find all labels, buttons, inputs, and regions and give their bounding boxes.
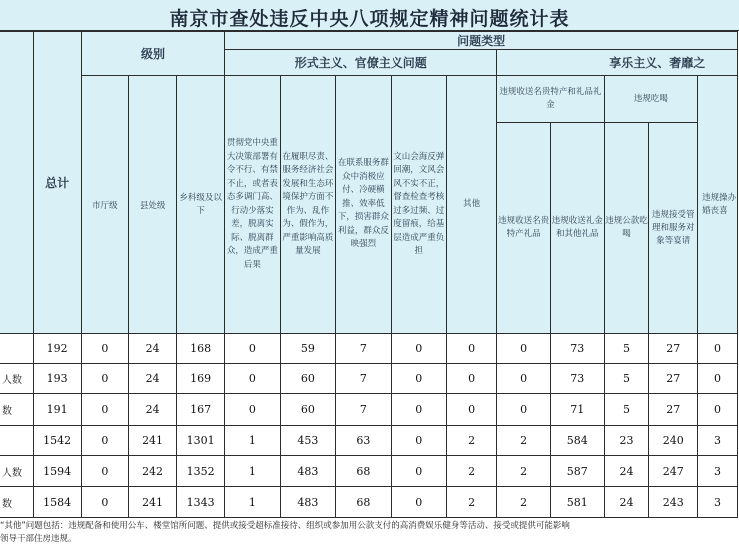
cell-wedding-funeral: 3 [698,426,738,456]
table-row [0,426,738,456]
level-township-header: 乡科级及以下 [177,76,225,334]
cell-formalism-other: 0 [447,334,497,364]
cell-level-township: 167 [177,394,225,426]
table-row [0,364,738,394]
cell-dining-1: 5 [604,334,649,364]
formalism-header: 形式主义、官僚主义问题 [225,50,497,76]
formalism-col-4-header: 文山会海反弹回潮，文风会风不实不正，督查检查考核过多过频、过度留痕，给基层造成严重负担 [391,76,446,334]
cell-formalism-other: 2 [447,487,497,518]
cell-formalism-1: 1 [225,456,280,487]
cell-level-county: 24 [129,394,177,426]
cell-formalism-1: 1 [225,487,280,518]
cell-level-city: 0 [81,487,128,518]
cell-gift-2: 581 [550,487,604,518]
cell-formalism-3: 7 [336,334,391,364]
cell-dining-1: 24 [604,456,649,487]
cell-formalism-4: 0 [391,334,446,364]
cell-level-county: 24 [129,364,177,394]
cell-gift-1: 2 [497,487,551,518]
cell-dining-2: 27 [649,334,698,364]
row-label [0,426,33,456]
dining-group-header: 违规吃喝 [604,76,698,123]
formalism-col-3-header: 在联系服务群众中消极应付、冷硬横推、效率低下，损害群众利益，群众反映强烈 [336,76,391,334]
footnote [0,520,739,546]
level-header: 级别 [81,32,224,76]
cell-gift-2: 73 [550,364,604,394]
cell-formalism-2: 60 [280,394,336,426]
cell-formalism-other: 0 [447,394,497,426]
cell-formalism-2: 483 [280,487,336,518]
cell-gift-1: 2 [497,456,551,487]
cell-level-township: 169 [177,364,225,394]
cell-formalism-3: 68 [336,456,391,487]
cell-gift-1: 0 [497,334,551,364]
row-label: 数 [0,487,33,518]
cell-formalism-other: 0 [447,364,497,394]
cell-gift-2: 587 [550,456,604,487]
cell-dining-1: 5 [604,394,649,426]
cell-formalism-3: 7 [336,364,391,394]
dining-col-2-header: 违规接受管理和服务对象等宴请 [649,123,698,334]
corner-header-cell [0,32,33,334]
row-label: 数 [0,394,33,426]
cell-gift-1: 0 [497,394,551,426]
cell-wedding-funeral: 0 [698,364,738,394]
cell-dining-2: 27 [649,394,698,426]
cell-dining-2: 247 [649,456,698,487]
cell-formalism-1: 1 [225,426,280,456]
cell-level-city: 0 [81,334,128,364]
cell-formalism-4: 0 [391,394,446,426]
cell-formalism-4: 0 [391,426,446,456]
cell-total: 193 [33,364,81,394]
cell-formalism-4: 0 [391,487,446,518]
formalism-other-header: 其他 [447,76,497,334]
formalism-col-1-header: 贯彻党中央重大决策部署有令不行、有禁不止，或者表态多调门高、行动少落实差，脱离实际、脱离群众，造成严重后果 [225,76,280,334]
cell-level-county: 24 [129,334,177,364]
cell-gift-2: 71 [550,394,604,426]
cell-level-township: 1301 [177,426,225,456]
cell-total: 1594 [33,456,81,487]
level-county-header: 县处级 [129,76,177,334]
cell-level-county: 241 [129,426,177,456]
cell-dining-2: 240 [649,426,698,456]
cell-formalism-2: 453 [280,426,336,456]
cell-level-township: 168 [177,334,225,364]
gift-col-1-header: 违规收送名贵特产礼品 [497,123,551,334]
cell-wedding-funeral: 3 [698,456,738,487]
total-header: 总计 [33,32,81,334]
cell-formalism-3: 68 [336,487,391,518]
cell-gift-1: 2 [497,426,551,456]
cell-level-township: 1343 [177,487,225,518]
table-row [0,394,738,426]
cell-total: 191 [33,394,81,426]
table-row [0,334,738,364]
row-label: 人数 [0,456,33,487]
cell-formalism-4: 0 [391,456,446,487]
cell-dining-2: 27 [649,364,698,394]
cell-level-township: 1352 [177,456,225,487]
footnote-line-1: “其他”问题包括：违规配备和使用公车、楼堂馆所问题、提供或接受超标准接待、组织或参加用公款支付的高消费娱乐健身等活动、接受或提供可能影响 [0,521,570,531]
cell-gift-2: 584 [550,426,604,456]
cell-formalism-3: 63 [336,426,391,456]
cell-formalism-2: 60 [280,364,336,394]
cell-wedding-funeral: 3 [698,487,738,518]
cell-level-city: 0 [81,426,128,456]
gift-group-header: 违规收送名贵特产和礼品礼金 [497,76,604,123]
dining-col-1-header: 违规公款吃喝 [604,123,649,334]
sheet-title: 南京市查处违反中央八项规定精神问题统计表 [169,8,570,30]
cell-total: 1584 [33,487,81,518]
statistics-table [0,31,738,518]
cell-formalism-3: 7 [336,394,391,426]
level-city-header: 市厅级 [81,76,128,334]
sheet-title-bar [0,0,739,31]
cell-level-county: 241 [129,487,177,518]
cell-level-city: 0 [81,364,128,394]
hedonism-header: 享乐主义、奢靡之 [497,50,738,76]
row-label [0,334,33,364]
cell-level-city: 0 [81,456,128,487]
gift-col-2-header: 违规收送礼金和其他礼品 [550,123,604,334]
table-row [0,456,738,487]
cell-formalism-other: 2 [447,456,497,487]
cell-dining-1: 23 [604,426,649,456]
formalism-col-2-header: 在履职尽责、服务经济社会发展和生态环境保护方面不作为、乱作为、假作为，严重影响高质量发展 [280,76,336,334]
cell-dining-2: 243 [649,487,698,518]
table-row [0,487,738,518]
footnote-line-2: 领导干部住房违规。 [0,534,77,544]
cell-wedding-funeral: 0 [698,334,738,364]
cell-total: 192 [33,334,81,364]
issue-type-header: 问题类型 [225,32,738,50]
cell-formalism-1: 0 [225,364,280,394]
cell-level-county: 242 [129,456,177,487]
cell-wedding-funeral: 0 [698,394,738,426]
cell-level-city: 0 [81,394,128,426]
cell-gift-1: 0 [497,364,551,394]
cell-dining-1: 24 [604,487,649,518]
wedding-funeral-header: 违规操办婚丧喜 [698,76,738,334]
cell-total: 1542 [33,426,81,456]
cell-formalism-1: 0 [225,394,280,426]
cell-gift-2: 73 [550,334,604,364]
cell-formalism-2: 483 [280,456,336,487]
cell-formalism-2: 59 [280,334,336,364]
cell-formalism-other: 2 [447,426,497,456]
cell-formalism-4: 0 [391,364,446,394]
row-label: 人数 [0,364,33,394]
cell-formalism-1: 0 [225,334,280,364]
cell-dining-1: 5 [604,364,649,394]
